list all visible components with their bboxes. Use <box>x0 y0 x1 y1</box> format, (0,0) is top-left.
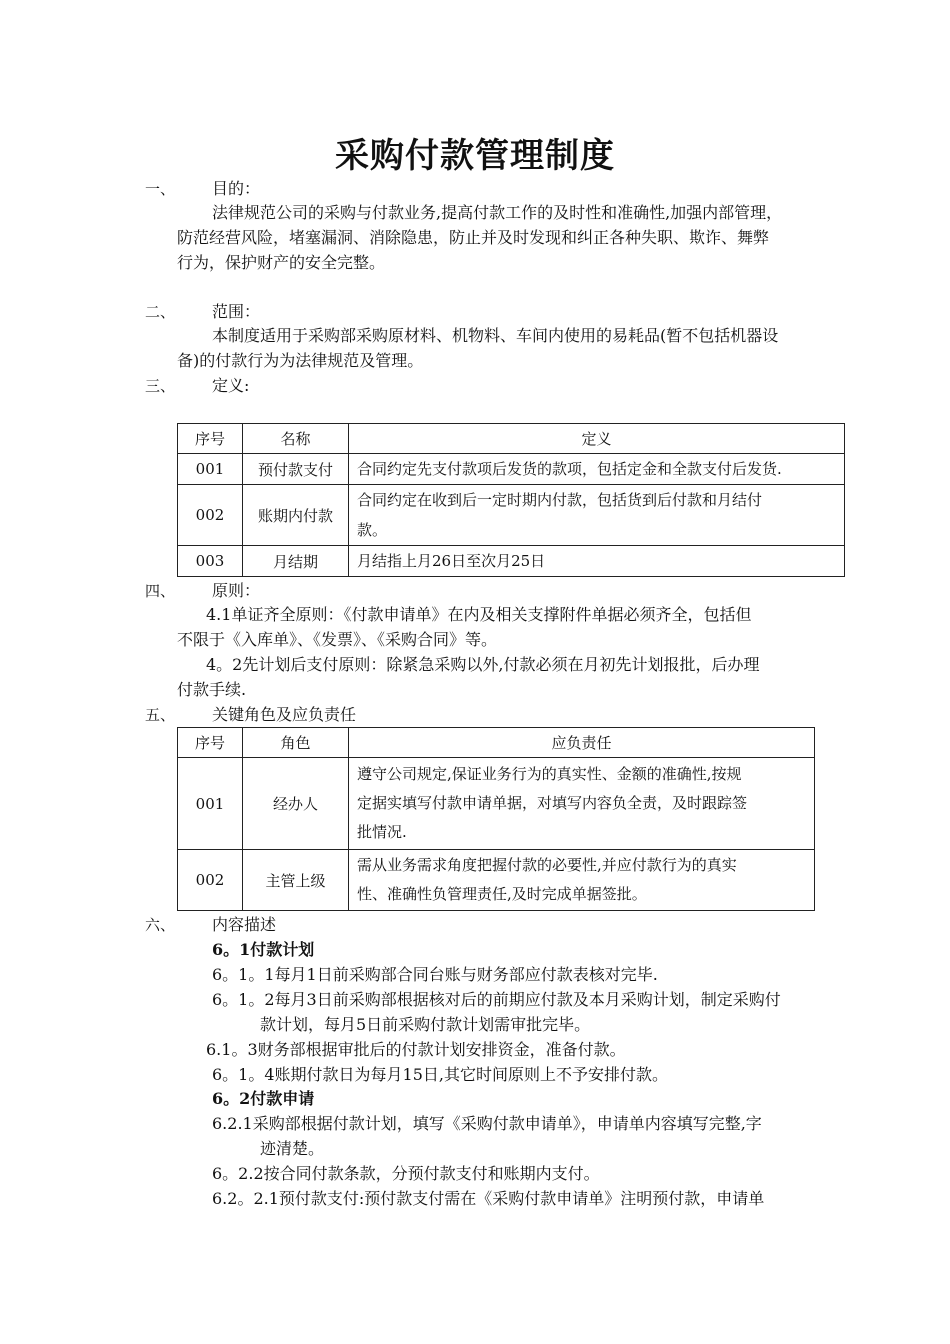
table-row <box>178 454 845 485</box>
table-header-cell: 定义 <box>349 424 845 454</box>
row-definition <box>349 485 845 546</box>
table-header-cell: 序号 <box>178 728 243 758</box>
section-4-para-line: 不限于《入库单》、《发票》、《采购合同》等。 <box>177 630 498 649</box>
section-4-para-line: 4.1单证齐全原则：《付款申请单》在内及相关支撑附件单据必须齐全，包括但 <box>206 605 752 624</box>
row-name: 预付款支付 <box>243 454 349 485</box>
section-5-number: 五、 <box>145 706 176 724</box>
section-5-heading: 关键角色及应负责任 <box>212 705 357 724</box>
roles-table <box>177 727 815 911</box>
table-row <box>178 485 845 546</box>
content-line: 6。2.2按合同付款条款，分预付款支付和账期内支付。 <box>212 1164 600 1183</box>
row-role: 主管上级 <box>243 850 349 911</box>
section-1-para-line: 行为，保护财产的安全完整。 <box>177 253 386 272</box>
table-header-cell: 序号 <box>178 424 243 454</box>
row-responsibility <box>349 850 815 911</box>
section-4-number: 四、 <box>145 582 176 600</box>
content-line: 6.1。3财务部根据审批后的付款计划安排资金，准备付款。 <box>206 1040 626 1059</box>
responsibility-line: 遵守公司规定,保证业务行为的真实性、金额的准确性,按规 <box>357 765 742 783</box>
row-number: 003 <box>178 546 243 577</box>
section-2-number: 二、 <box>145 303 176 321</box>
section-1-para-line: 法律规范公司的采购与付款业务,提高付款工作的及时性和准确性,加强内部管理， <box>212 203 783 222</box>
responsibility-line: 需从业务需求角度把握付款的必要性,并应付款行为的真实 <box>357 856 737 874</box>
row-number: 002 <box>178 485 243 546</box>
section-3-heading: 定义: <box>212 376 250 395</box>
section-4-heading: 原则： <box>212 581 261 600</box>
row-number: 002 <box>178 850 243 911</box>
section-1-heading: 目的： <box>212 179 261 198</box>
table-row <box>178 850 815 911</box>
section-6-number: 六、 <box>145 916 176 934</box>
table-header-cell: 应负责任 <box>349 728 815 758</box>
responsibility-line: 批情况. <box>357 823 407 841</box>
document-title: 采购付款管理制度 <box>335 136 615 176</box>
content-line: 6。1。1每月1日前采购部合同台账与财务部应付款表核对完毕. <box>212 965 658 984</box>
row-responsibility <box>349 758 815 850</box>
definition-line: 合同约定在收到后一定时期内付款，包括货到后付款和月结付 <box>357 491 763 509</box>
section-1-number: 一、 <box>145 180 176 198</box>
definition-line: 款。 <box>357 521 388 539</box>
table-row <box>178 546 845 577</box>
row-name: 月结期 <box>243 546 349 577</box>
section-2-heading: 范围： <box>212 302 261 321</box>
table-header-row <box>178 424 845 454</box>
responsibility-line: 性、准确性负管理责任,及时完成单据签批。 <box>357 885 647 903</box>
content-line: 款计划，每月5日前采购付款计划需审批完毕。 <box>260 1015 591 1034</box>
row-role: 经办人 <box>243 758 349 850</box>
content-line: 迹清楚。 <box>260 1139 325 1158</box>
table-header-cell: 角色 <box>243 728 349 758</box>
content-line: 6。1。4账期付款日为每月15日,其它时间原则上不予安排付款。 <box>212 1065 668 1084</box>
row-number: 001 <box>178 454 243 485</box>
table-row <box>178 758 815 850</box>
table-header-cell: 名称 <box>243 424 349 454</box>
subsection-6-1-heading: 6。1付款计划 <box>212 940 315 959</box>
responsibility-line: 定据实填写付款申请单据，对填写内容负全责，及时跟踪签 <box>357 794 748 812</box>
content-line: 6.2。2.1预付款支付:预付款支付需在《采购付款申请单》注明预付款，申请单 <box>212 1189 765 1208</box>
subsection-6-2-heading: 6。2付款申请 <box>212 1089 315 1108</box>
row-definition: 合同约定先支付款项后发货的款项，包括定金和全款支付后发货. <box>349 454 845 485</box>
section-2-para-line: 本制度适用于采购部采购原材料、机物料、车间内使用的易耗品(暂不包括机器设 <box>212 326 779 345</box>
row-name: 账期内付款 <box>243 485 349 546</box>
section-2-para-line: 备)的付款行为为法律规范及管理。 <box>177 351 424 370</box>
section-4-para-line: 付款手续. <box>177 680 247 699</box>
table-header-row <box>178 728 815 758</box>
section-6-heading: 内容描述 <box>212 915 277 934</box>
content-line: 6.2.1采购部根据付款计划，填写《采购付款申请单》，申请单内容填写完整,字 <box>212 1114 762 1133</box>
section-1-para-line: 防范经营风险，堵塞漏洞、消除隐患，防止并及时发现和纠正各种失职、欺诈、舞弊 <box>177 228 770 247</box>
row-definition: 月结指上月26日至次月25日 <box>349 546 845 577</box>
section-4-para-line: 4。2先计划后支付原则：除紧急采购以外,付款必须在月初先计划报批，后办理 <box>206 655 760 674</box>
section-3-number: 三、 <box>145 377 176 395</box>
row-number: 001 <box>178 758 243 850</box>
definition-table <box>177 423 845 577</box>
content-line: 6。1。2每月3日前采购部根据核对后的前期应付款及本月采购计划，制定采购付 <box>212 990 781 1009</box>
